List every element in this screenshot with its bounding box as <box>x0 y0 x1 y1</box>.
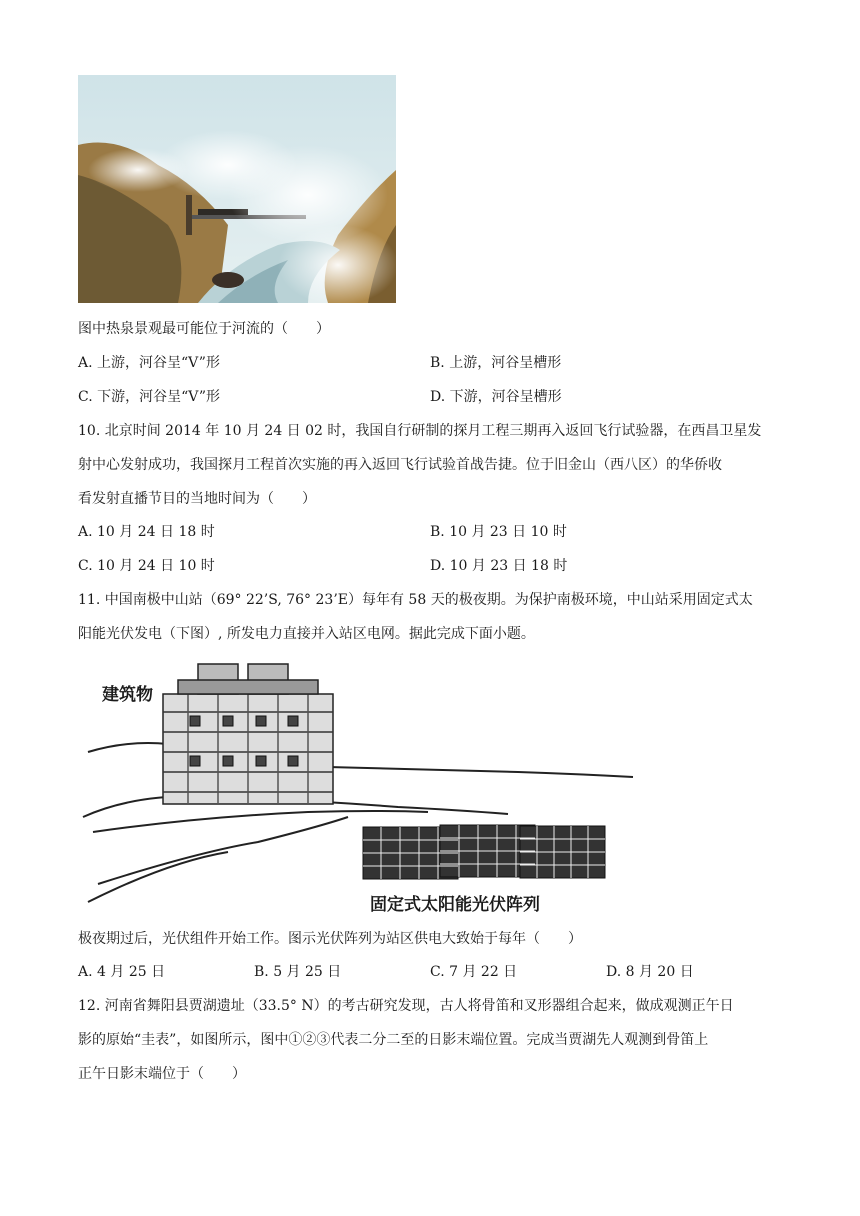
q12-line-3: 正午日影末端位于（ ） <box>78 1066 246 1082</box>
q9-option-a[interactable]: A. 上游，河谷呈“V”形 <box>78 355 220 371</box>
q10-option-b[interactable]: B. 10 月 23 日 10 时 <box>430 524 567 540</box>
q11-stem: 极夜期过后，光伏组件开始工作。图示光伏阵列为站区供电大致始于每年（ ） <box>78 931 582 947</box>
q10-line-3: 看发射直播节目的当地时间为（ ） <box>78 491 316 507</box>
q12-line-2: 影的原始“圭表”，如图所示，图中①②③代表二分二至的日影末端位置。完成当贾湖先人观测到骨笛上 <box>78 1032 709 1048</box>
q10-option-d[interactable]: D. 10 月 23 日 18 时 <box>430 558 568 574</box>
q10-line-1: 10. 北京时间 2014 年 10 月 24 日 02 时，我国自行研制的探月工程三期再入返回飞行试验器，在西昌卫星发 <box>78 423 762 439</box>
q9-option-d[interactable]: D. 下游，河谷呈槽形 <box>430 389 562 405</box>
station-drawing <box>78 652 640 920</box>
q9-option-b[interactable]: B. 上游，河谷呈槽形 <box>430 355 562 371</box>
label-building: 建筑物 <box>102 685 153 705</box>
q12-line-1: 12. 河南省舞阳县贾湖遗址（33.5° N）的考古研究发现，古人将骨笛和叉形器组合起来，做成观测正午日 <box>78 998 734 1014</box>
hot-spring-photo <box>78 75 396 303</box>
q9-option-c[interactable]: C. 下游，河谷呈“V”形 <box>78 389 221 405</box>
q11-option-d[interactable]: D. 8 月 20 日 <box>606 964 694 980</box>
q11-option-a[interactable]: A. 4 月 25 日 <box>78 964 166 980</box>
q10-option-a[interactable]: A. 10 月 24 日 18 时 <box>78 524 215 540</box>
q9-stem: 图中热泉景观最可能位于河流的（ ） <box>78 321 330 337</box>
q11-option-b[interactable]: B. 5 月 25 日 <box>254 964 342 980</box>
q11-option-c[interactable]: C. 7 月 22 日 <box>430 964 518 980</box>
q11-line-2: 阳能光伏发电（下图）, 所发电力直接并入站区电网。据此完成下面小题。 <box>78 626 535 642</box>
q10-line-2: 射中心发射成功，我国探月工程首次实施的再入返回飞行试验首战告捷。位于旧金山（西八区）的华侨收 <box>78 457 722 473</box>
label-solar-array: 固定式太阳能光伏阵列 <box>370 895 540 915</box>
q10-option-c[interactable]: C. 10 月 24 日 10 时 <box>78 558 215 574</box>
q11-line-1: 11. 中国南极中山站（69° 22’S, 76° 23’E）每年有 58 天的极夜期。为保护南极环境，中山站采用固定式太 <box>78 592 753 608</box>
